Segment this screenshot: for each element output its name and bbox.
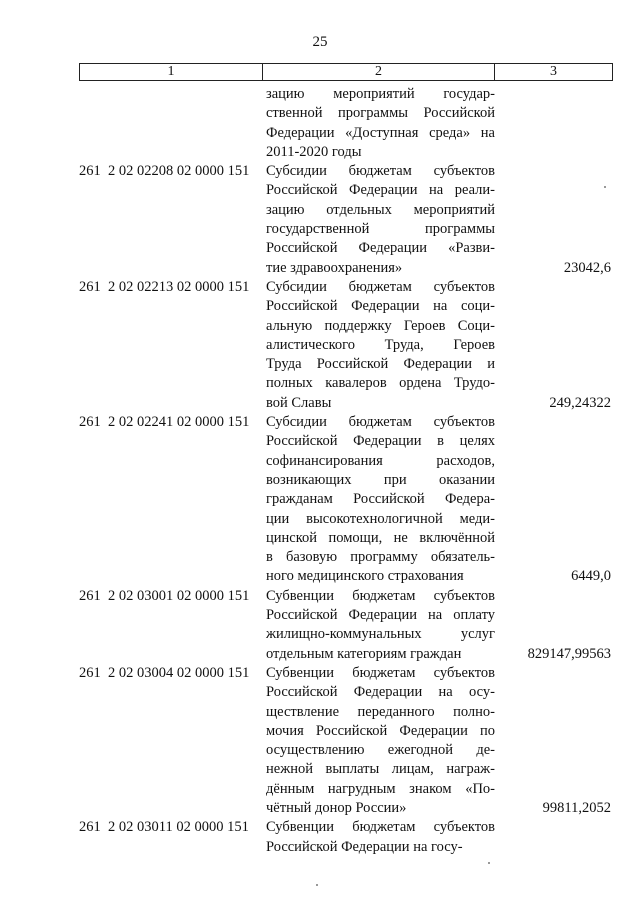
budget-code: 261 2 02 03001 02 0000 151 (79, 587, 250, 604)
description-line: зацию мероприятий государ- (266, 86, 495, 102)
scan-speck (316, 884, 318, 886)
description-line: Субвенции бюджетам субъектов (266, 819, 495, 836)
budget-code: 261 2 02 02241 02 0000 151 (79, 414, 250, 431)
description-line: Субсидии бюджетам субъектов (266, 163, 495, 180)
description-line: чётный донор России» (266, 799, 407, 816)
description-line: полных кавалеров ордена Трудо- (266, 375, 495, 392)
row-description (266, 818, 495, 857)
row-description (266, 413, 495, 587)
description-line: гражданам Российской Федера- (266, 491, 495, 508)
description-line: Федерации «Доступная среда» на (266, 124, 495, 141)
description-line: возникающих при оказании (266, 471, 495, 488)
description-line: в базовую программу обязатель- (266, 549, 495, 566)
budget-code: 261 2 02 02208 02 0000 151 (79, 163, 250, 180)
amount-value: 6449,0 (571, 568, 611, 585)
table-header (79, 63, 613, 81)
table-row (79, 664, 613, 818)
table-row (79, 278, 613, 413)
description-line: Субвенции бюджетам субъектов (266, 664, 495, 681)
row-description (266, 664, 495, 818)
budget-code: 261 2 02 02213 02 0000 151 (79, 278, 250, 295)
description-line: Субвенции бюджетам субъектов (266, 587, 495, 604)
header-col-3: 3 (550, 64, 557, 79)
description-line: альную поддержку Героев Соци- (266, 317, 495, 334)
description-line: Российской Федерации на оплату (266, 607, 495, 624)
description-line: государственной программы (266, 221, 495, 238)
description-line: осуществлению ежегодной де- (266, 742, 495, 759)
table-row (79, 818, 613, 857)
row-description (266, 587, 495, 664)
table-row (79, 413, 613, 587)
amount-value: 829147,99563 (527, 645, 611, 662)
description-line: ственной программы Российской (266, 105, 495, 122)
row-description (266, 278, 495, 413)
description-line: мочия Российской Федерации по (266, 722, 495, 739)
row-description (266, 85, 495, 162)
description-line: Российской Федерации на реали- (266, 182, 495, 199)
description-line: зацию отдельных мероприятий (266, 201, 495, 218)
description-line: Российской Федерации на госу- (266, 838, 463, 855)
scan-speck (604, 186, 606, 188)
description-line: ного медицинского страхования (266, 568, 464, 585)
description-line: отдельным категориям граждан (266, 645, 462, 662)
table-row (79, 162, 613, 278)
header-col-2: 2 (263, 64, 495, 80)
description-line: Субсидии бюджетам субъектов (266, 414, 495, 431)
row-description (266, 162, 495, 278)
amount-value: 99811,2052 (542, 799, 611, 816)
page-number: 25 (312, 34, 328, 50)
description-line: цинской помощи, не включённой (266, 529, 495, 546)
description-line: Российской Федерации в целях (266, 433, 495, 450)
budget-code: 261 2 02 03004 02 0000 151 (79, 664, 250, 681)
description-line: алистического Труда, Героев (266, 336, 495, 353)
amount-value: 249,24322 (549, 394, 611, 411)
description-line: ществление переданного полно- (266, 703, 495, 720)
header-col-1: 1 (80, 64, 263, 80)
scan-speck (488, 862, 490, 864)
table-row (79, 85, 613, 162)
description-line: Российской Федерации на соци- (266, 298, 495, 315)
description-line: вой Славы (266, 394, 332, 411)
description-line: жилищно-коммунальных услуг (266, 626, 495, 643)
description-line: Российской Федерации на осу- (266, 684, 495, 701)
budget-code: 261 2 02 03011 02 0000 151 (79, 819, 249, 836)
table-row (79, 587, 613, 664)
description-line: 2011-2020 годы (266, 143, 362, 160)
table-body (79, 85, 613, 857)
amount-value: 23042,6 (563, 259, 611, 276)
description-line: тие здравоохранения» (266, 259, 403, 276)
description-line: Российской Федерации «Разви- (266, 240, 495, 257)
description-line: софинансирования расходов, (266, 452, 495, 469)
description-line: дённым нагрудным знаком «По- (266, 780, 495, 797)
description-line: Труда Российской Федерации и (266, 356, 495, 373)
description-line: ции высокотехнологичной меди- (266, 510, 495, 527)
description-line: Субсидии бюджетам субъектов (266, 278, 495, 295)
description-line: нежной выплаты лицам, награж- (266, 761, 495, 778)
